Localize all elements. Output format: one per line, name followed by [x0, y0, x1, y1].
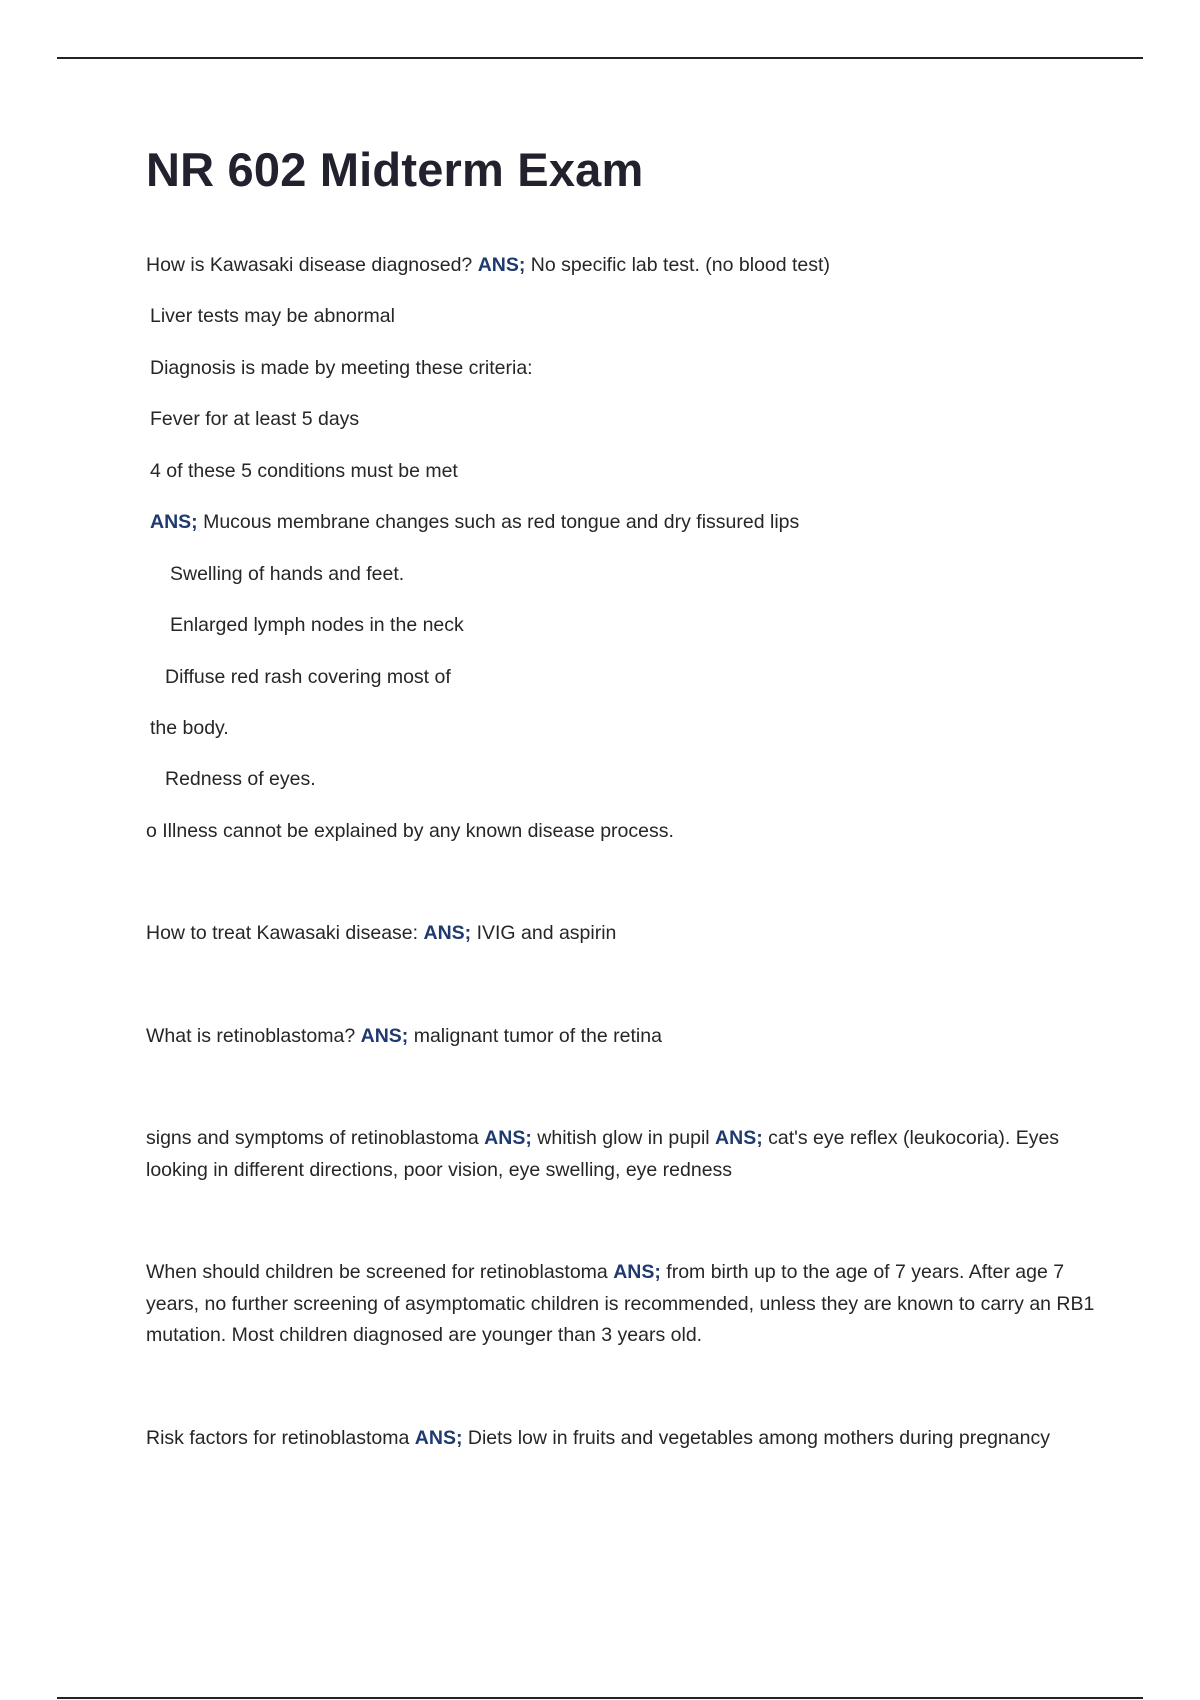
ans-label: ANS;	[360, 1025, 409, 1047]
ans-label: ANS;	[414, 1427, 463, 1449]
criteria-line: o Illness cannot be explained by any known disease process.	[146, 820, 674, 842]
ans-label: ANS;	[613, 1261, 661, 1283]
criteria-line	[150, 507, 799, 538]
question-text: signs and symptoms of retinoblastoma	[146, 1127, 479, 1149]
qa-kawasaki-treatment	[146, 918, 616, 949]
qa-kawasaki-diagnosis	[146, 250, 830, 281]
answer-text: Mucous membrane changes such as red tongue and dry fissured lips	[203, 511, 800, 533]
answer-text: whitish glow in pupil	[537, 1127, 710, 1149]
question-text: How is Kawasaki disease diagnosed?	[146, 254, 473, 276]
ans-label: ANS;	[423, 922, 472, 944]
top-divider	[57, 57, 1143, 59]
ans-label: ANS;	[484, 1127, 532, 1149]
note-line: Fever for at least 5 days	[150, 408, 360, 430]
criteria-line: the body.	[150, 717, 229, 739]
question-text: What is retinoblastoma?	[146, 1025, 356, 1047]
answer-text: malignant tumor of the retina	[413, 1025, 662, 1047]
qa-retinoblastoma-signs	[146, 1123, 1096, 1186]
answer-text: Diets low in fruits and vegetables among mothers during pregnancy	[467, 1427, 1050, 1449]
note-line: 4 of these 5 conditions must be met	[150, 460, 458, 482]
question-text: When should children be screened for retinoblastoma	[146, 1261, 608, 1283]
answer-text: from birth up to the age of 7 years. After age 7 years, no further screening of asymptomatic children is recommended, unless they are known to carry an RB1 mutation. Most children diagnosed are younger than 3 years old.	[146, 1261, 1095, 1346]
qa-retinoblastoma-risk	[146, 1423, 1050, 1454]
ans-label: ANS;	[715, 1127, 763, 1149]
note-line: Diagnosis is made by meeting these criteria:	[150, 357, 533, 379]
criteria-line: Diffuse red rash covering most of	[165, 666, 451, 688]
answer-text: IVIG and aspirin	[476, 922, 617, 944]
question-text: Risk factors for retinoblastoma	[146, 1427, 410, 1449]
criteria-line: Enlarged lymph nodes in the neck	[170, 614, 464, 636]
qa-retinoblastoma-screening	[146, 1257, 1096, 1352]
page-title: NR 602 Midterm Exam	[146, 143, 644, 196]
ans-label: ANS;	[150, 511, 198, 533]
qa-retinoblastoma-definition	[146, 1021, 662, 1052]
note-line: Liver tests may be abnormal	[150, 305, 395, 327]
criteria-line: Swelling of hands and feet.	[170, 563, 405, 585]
criteria-line: Redness of eyes.	[165, 768, 316, 790]
ans-label: ANS;	[477, 254, 526, 276]
question-text: How to treat Kawasaki disease:	[146, 922, 419, 944]
bottom-divider	[57, 1697, 1143, 1699]
answer-text: cat's eye reflex (leukocoria). Eyes looking in different directions, poor vision, eye swelling, eye redness	[146, 1127, 1060, 1181]
answer-text: No specific lab test. (no blood test)	[530, 254, 830, 276]
